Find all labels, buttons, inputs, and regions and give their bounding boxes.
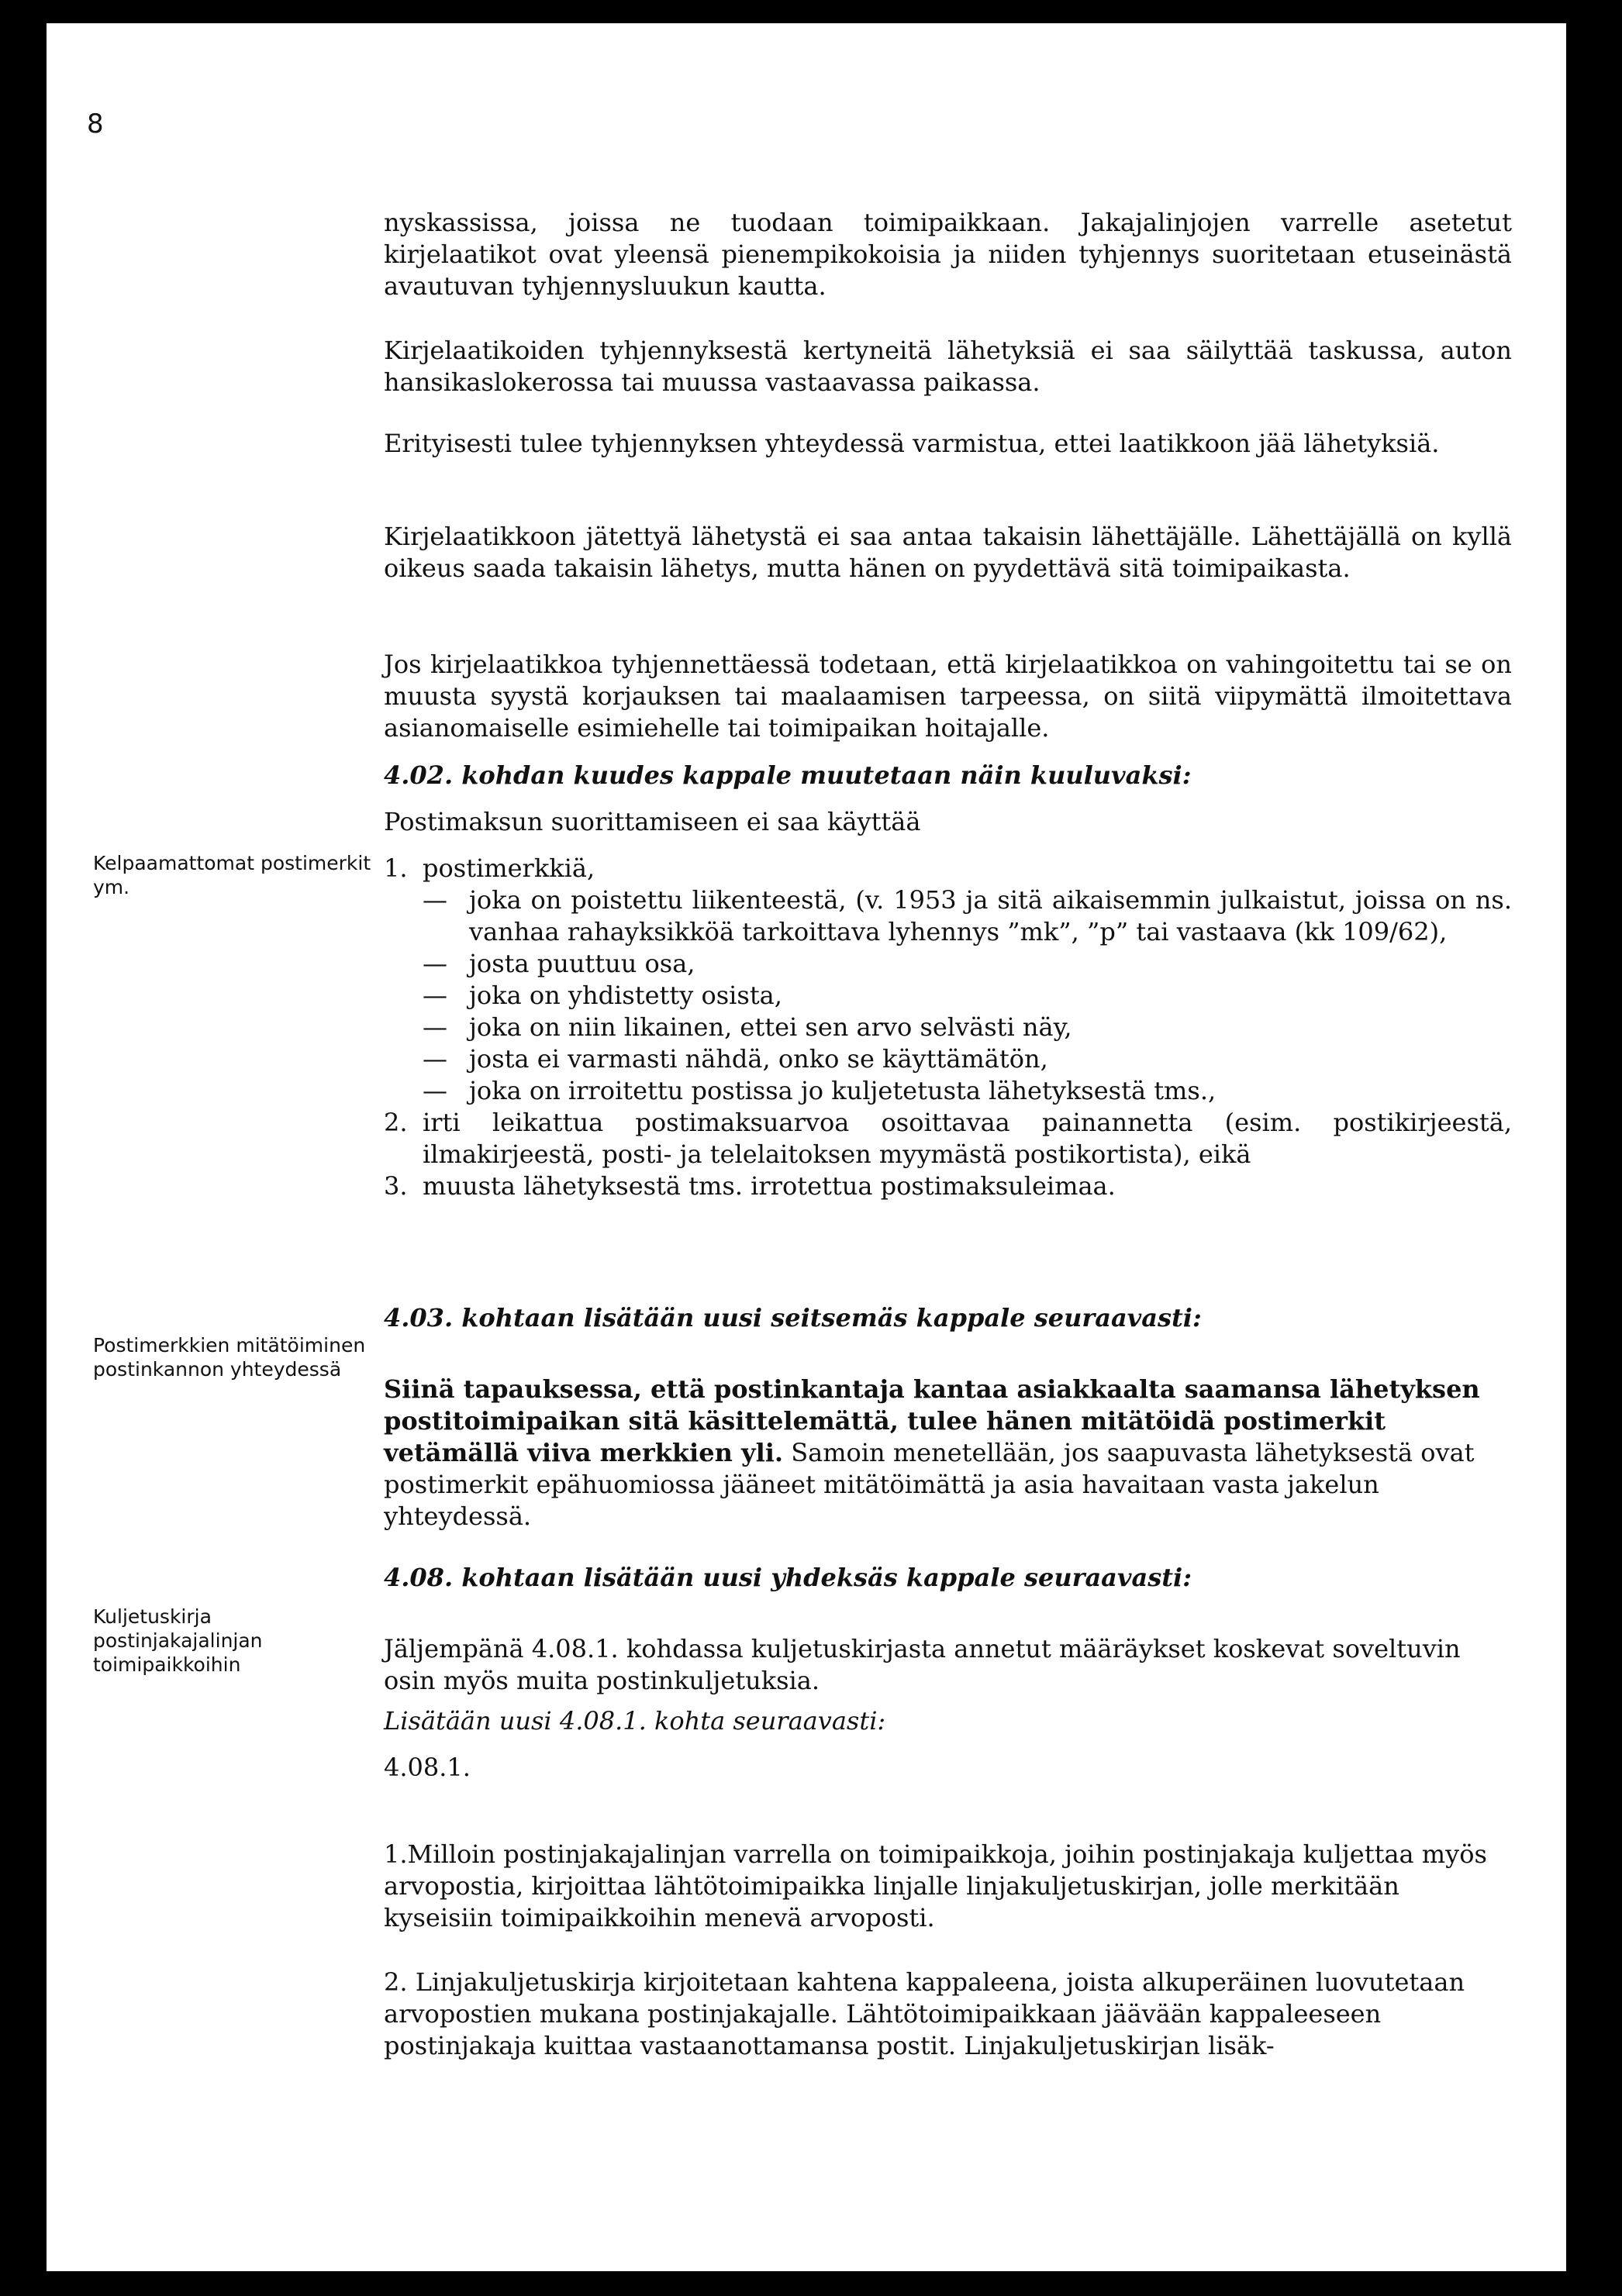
sublist-item-1: — joka on poistettu liikenteestä, (v. 1953 ja sitä aikaisemmin julkaistut, joissa on ns. vanhaa rahayksikköä tarkoittava lyhennys ”mk”, ”p” tai vastaava (kk 109/62), (423, 885, 1512, 946)
section-402-heading: 4.02. kohdan kuudes kappale muutetaan näin kuuluvaksi: (384, 760, 1192, 790)
section-403-heading: 4.03. kohtaan lisätään uusi seitsemäs kappale seuraavasti: (384, 1303, 1202, 1332)
sublist-item-5: — josta ei varmasti nähdä, onko se käyttämätön, (423, 1044, 1048, 1074)
sublist-item-3: — joka on yhdistetty osista, (423, 981, 782, 1010)
margin-note-invalid-stamps: Kelpaamattomat postimerkit ym. (93, 852, 371, 898)
section-4081-number: 4.08.1. (384, 1753, 471, 1782)
page-number: 8 (87, 109, 104, 140)
section-403-plain-text: Samoin menetellään, jos saapuvasta lähetyksestä ovat postimerkit epähuomiossa jääneet mitätöimättä ja asia havaitaan vasta jakelun yhteydessä. (384, 1438, 1475, 1531)
margin-note-transport-document: Kuljetuskirja postinjakajalinjan toimipaikkoihin (93, 1605, 263, 1676)
list-item-3: 3. muusta lähetyksestä tms. irrotettua postimaksuleimaa. (384, 1171, 1116, 1201)
paragraph-1: nyskassissa, joissa ne tuodaan toimipaikkaan. Jakajalinjojen varrelle asetetut kirjelaatikot ovat yleensä pienempikokoisia ja niiden tyhjennys suoritetaan etuseinästä avautuvan tyhjennysluukun kautta. (384, 208, 1512, 301)
margin-note-cancel-stamps: Postimerkkien mitätöiminen postinkannon yhteydessä (93, 1334, 366, 1381)
section-4081-item-2: 2. Linjakuljetuskirja kirjoitetaan kahtena kappaleena, joista alkuperäinen luovutetaan arvopostien mukana postinjakajalle. Lähtötoimipaikkaan jäävään kappaleeseen postinjakaja kuittaa vastaanottamansa postit. Linjakuljetuskirjan lisäk- (384, 1967, 1465, 2060)
section-408-text: Jäljempänä 4.08.1. kohdassa kuljetuskirjasta annetut määräykset koskevat soveltuvin osin myös muita postinkuljetuksia. (384, 1634, 1461, 1695)
paragraph-3: Erityisesti tulee tyhjennyksen yhteydessä varmistua, ettei laatikkoon jää lähetyksiä. (384, 429, 1440, 458)
section-403-bold-text: Siinä tapauksessa, että postinkantaja kantaa asiakkaalta saamansa lähetyksen postitoimipaikan sitä käsittelemättä, tulee hänen mitätöidä postimerkit vetämällä viiva merkkien yli. (384, 1374, 1480, 1467)
sublist (384, 884, 1512, 1107)
list-item-2: 2. irti leikattua postimaksuarvoa osoittavaa painannetta (esim. postikirjeestä, ilmakirjeestä, posti- ja telelaitoksen myymästä postikortista), eikä (384, 1108, 1512, 1169)
section-402-intro: Postimaksun suorittamiseen ei saa käyttää (384, 807, 921, 836)
sublist-item-6: — joka on irroitettu postissa jo kuljetetusta lähetyksestä tms., (423, 1076, 1216, 1105)
section-4081-heading: Lisätään uusi 4.08.1. kohta seuraavasti: (384, 1706, 886, 1736)
section-4081-item-1: 1.Milloin postinjakajalinjan varrella on toimipaikkoja, joihin postinjakaja kuljettaa myös arvopostia, kirjoittaa lähtötoimipaikka linjalle linjakuljetuskirjan, jolle merkitään kyseisiin toimipaikkoihin menevä arvoposti. (384, 1839, 1487, 1932)
paragraph-2: Kirjelaatikoiden tyhjennyksestä kertyneitä lähetyksiä ei saa säilyttää taskussa, auton hansikaslokerossa tai muussa vastaavassa paikassa. (384, 336, 1512, 397)
paragraph-4: Kirjelaatikkoon jätettyä lähetystä ei saa antaa takaisin lähettäjälle. Lähettäjällä on kyllä oikeus saada takaisin lähetys, mutta hänen on pyydettävä sitä toimipaikasta. (384, 522, 1512, 583)
section-408-heading: 4.08. kohtaan lisätään uusi yhdeksäs kappale seuraavasti: (384, 1563, 1192, 1592)
sublist-item-2: — josta puuttuu osa, (423, 949, 695, 978)
section-403-text (384, 1349, 1512, 1557)
sublist-item-4: — joka on niin likainen, ettei sen arvo selvästi näy, (423, 1012, 1072, 1042)
section-402-list (384, 853, 1512, 1202)
list-item-1: 1. postimerkkiä, (384, 853, 595, 883)
paragraph-5: Jos kirjelaatikkoa tyhjennettäessä todetaan, että kirjelaatikkoa on vahingoitettu tai se on muusta syystä korjauksen tai maalaamisen tarpeessa, on siitä viipymättä ilmoitettava asianomaiselle esimiehelle tai toimipaikan hoitajalle. (384, 650, 1512, 743)
